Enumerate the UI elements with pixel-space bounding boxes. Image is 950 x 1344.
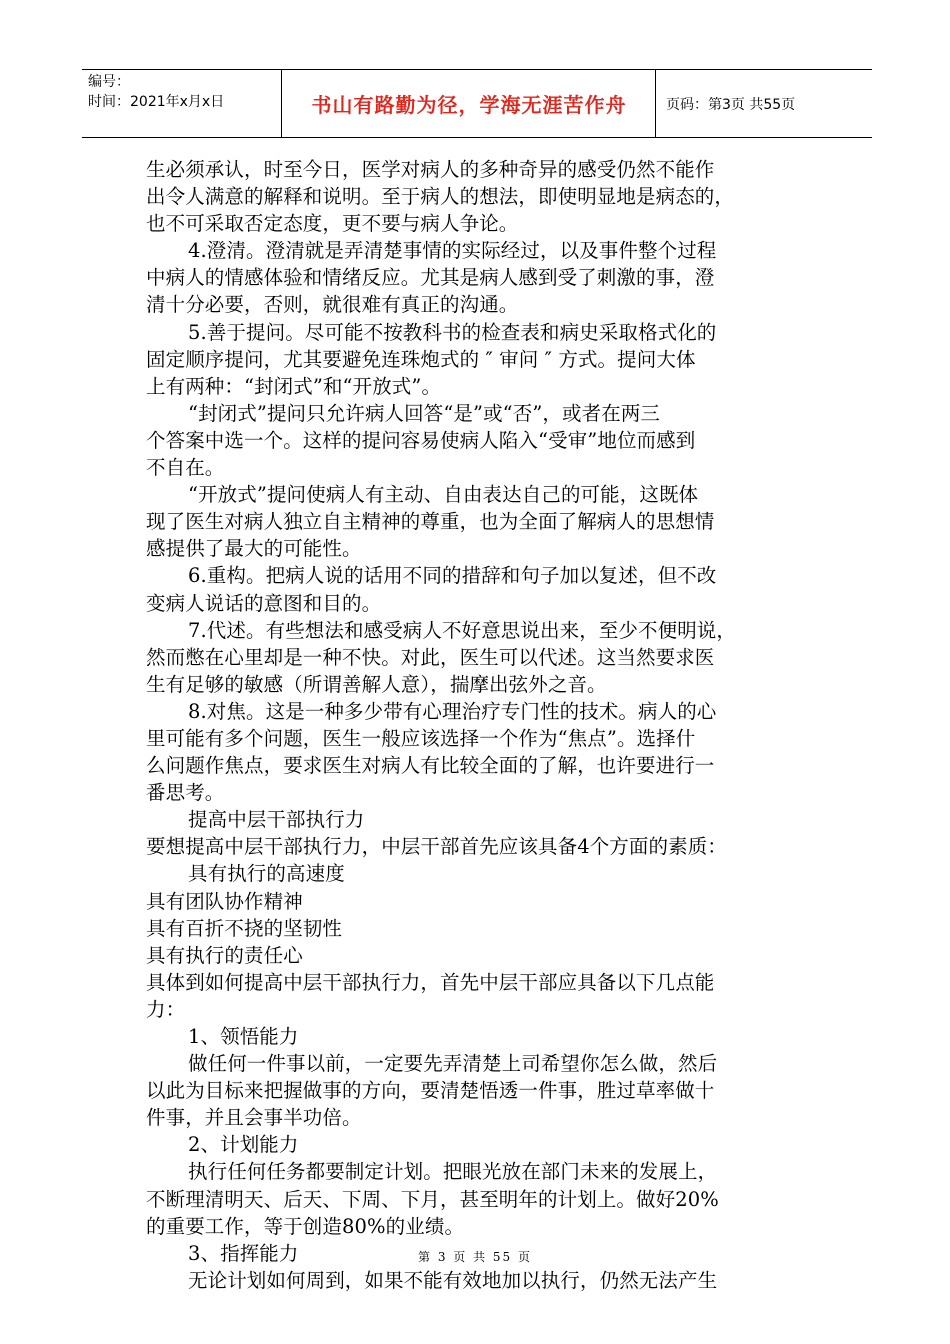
body-line: 具体到如何提高中层干部执行力，首先中层干部应具备以下几点能 [146, 970, 715, 994]
body-line: 具有执行的高速度 [188, 862, 345, 886]
body-line: 执行任何任务都要制定计划。把眼光放在部门未来的发展上， [188, 1160, 718, 1184]
body-line: 做任何一件事以前，一定要先弄清楚上司希望你怎么做，然后 [188, 1052, 718, 1076]
body-line: 现了医生对病人独立自主精神的尊重，也为全面了解病人的思想情 [146, 510, 715, 534]
body-line: 上有两种：“封闭式”和“开放式”。 [146, 374, 442, 398]
subsection-heading: 2、计划能力 [188, 1133, 299, 1157]
body-line: 个答案中选一个。这样的提问容易使病人陷入“受审”地位而感到 [146, 428, 696, 452]
body-line: 然而憋在心里却是一种不快。对此，医生可以代述。这当然要求医 [146, 645, 715, 669]
body-line: 力： [146, 997, 186, 1021]
page-footer [0, 1248, 950, 1265]
body-line: 出令人满意的解释和说明。至于病人的想法，即使明显地是病态的， [146, 185, 735, 209]
subsection-heading: 1、领悟能力 [188, 1025, 299, 1048]
page-header [82, 69, 872, 138]
section-heading: 提高中层干部执行力 [188, 808, 365, 832]
header-motto: 书山有路勤为径，学海无涯苦作舟 [311, 93, 627, 117]
body-line: 不自在。 [146, 456, 225, 480]
body-line: 生有足够的敏感（所谓善解人意），揣摩出弦外之音。 [146, 672, 607, 696]
body-line: 无论计划如何周到，如果不能有效地加以执行，仍然无法产生 [188, 1268, 718, 1292]
body-line: 么问题作焦点，要求医生对病人有比较全面的了解，也许要进行一 [146, 754, 715, 778]
body-line: 6.重构。把病人说的话用不同的措辞和句子加以复述，但不改 [188, 564, 717, 588]
body-line: 中病人的情感体验和情绪反应。尤其是病人感到受了刺激的事，澄 [146, 266, 715, 290]
body-line: 的重要工作，等于创造80%的业绩。 [146, 1214, 465, 1238]
body-line: 里可能有多个问题，医生一般应该选择一个作为“焦点”。选择什 [146, 726, 696, 750]
body-line: 要想提高中层干部执行力，中层干部首先应该具备4个方面的素质： [146, 835, 727, 859]
header-time: 时间：2021年x月x日 [88, 94, 225, 110]
body-line: 不断理清明天、后天、下周、下月，甚至明年的计划上。做好20% [146, 1187, 719, 1211]
body-line: 固定顺序提问，尤其要避免连珠炮式的 ″ 审问 ″ 方式。提问大体 [146, 347, 696, 371]
body-line: 具有团队协作精神 [146, 889, 303, 913]
body-line: 5.善于提问。尽可能不按教科书的检查表和病史采取格式化的 [188, 320, 717, 344]
header-page-info: 页码：第3页 共55页 [666, 96, 796, 113]
body-line: 感提供了最大的可能性。 [146, 537, 362, 561]
body-line: “封闭式”提问只允许病人回答“是”或“否”，或者在两三 [188, 401, 661, 425]
body-line: 具有执行的责任心 [146, 943, 303, 967]
header-page-info-cell [656, 70, 872, 137]
body-line: 清十分必要，否则，就很难有真正的沟通。 [146, 293, 519, 317]
subsection-heading: 3、指挥能力 [188, 1241, 299, 1265]
body-line: 变病人说话的意图和目的。 [146, 591, 382, 615]
header-motto-cell [283, 70, 656, 137]
body-line: “开放式”提问使病人有主动、自由表达自己的可能，这既体 [188, 483, 699, 507]
body-line: 7.代述。有些想法和感受病人不好意思说出来，至少不便明说， [188, 618, 737, 642]
body-line: 8.对焦。这是一种多少带有心理治疗专门性的技术。病人的心 [188, 699, 717, 723]
body-line: 以此为目标来把握做事的方向，要清楚悟透一件事，胜过草率做十 [146, 1079, 715, 1103]
body-line: 件事，并且会事半功倍。 [146, 1106, 362, 1130]
document-body [146, 156, 806, 1294]
footer-page-number: 第 3 页 共 55 页 [418, 1250, 532, 1264]
body-line: 番思考。 [146, 781, 225, 805]
body-line: 生必须承认，时至今日，医学对病人的多种奇异的感受仍然不能作 [146, 158, 715, 181]
body-line: 具有百折不挠的坚韧性 [146, 916, 343, 940]
header-meta [82, 70, 282, 137]
header-number: 编号： [88, 74, 130, 90]
body-line: 也不可采取否定态度，更不要与病人争论。 [146, 212, 519, 236]
body-line: 4.澄清。澄清就是弄清楚事情的实际经过，以及事件整个过程 [188, 239, 717, 263]
